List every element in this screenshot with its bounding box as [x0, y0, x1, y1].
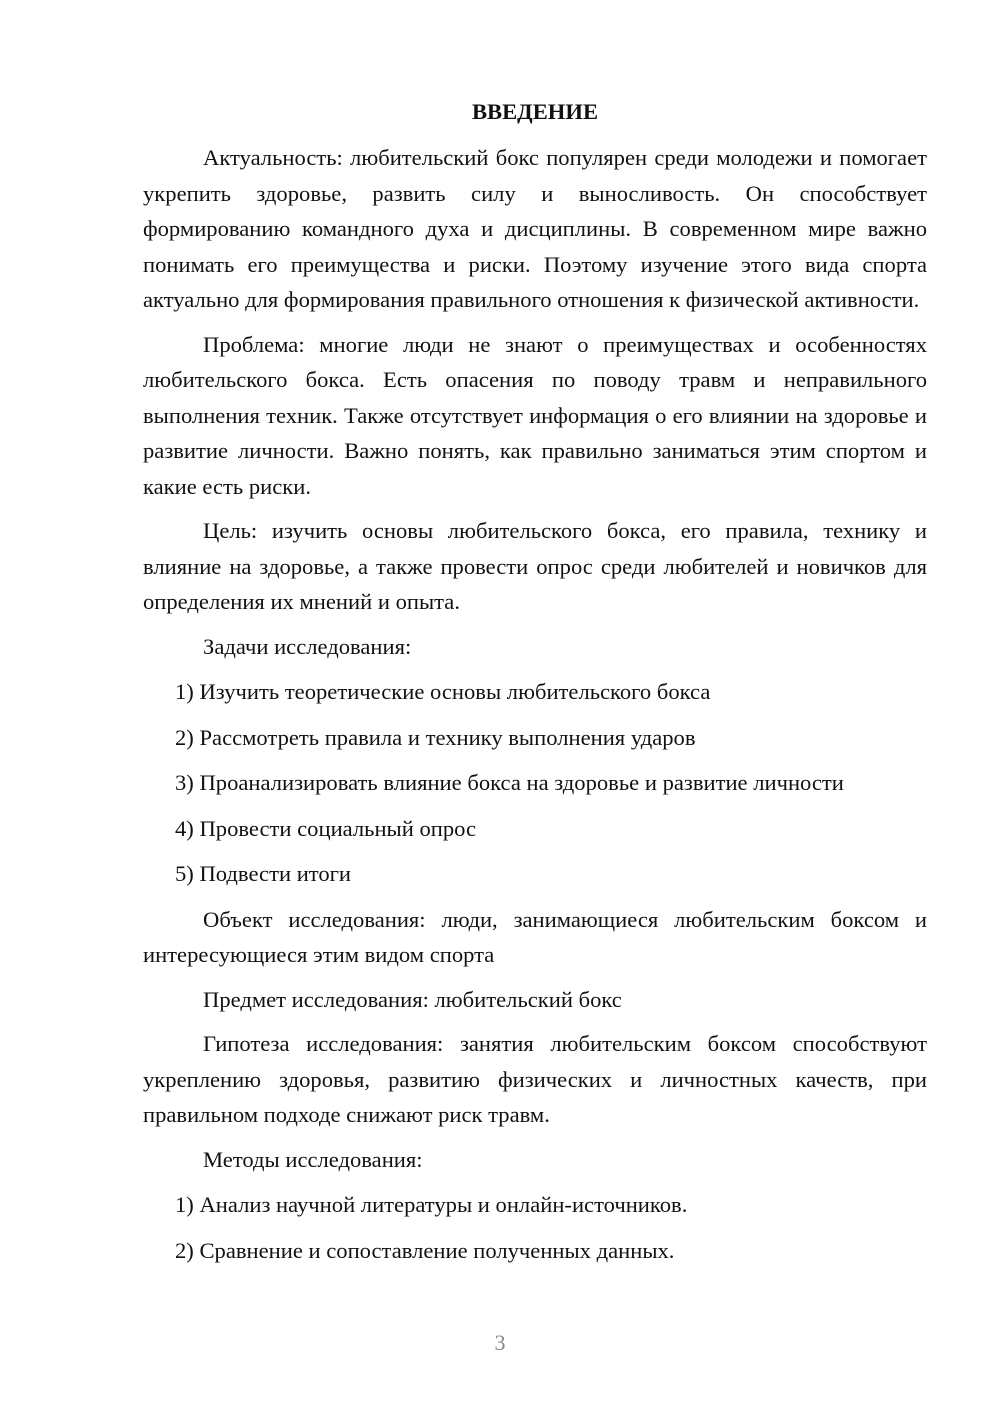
page-content [143, 92, 927, 1278]
goal-paragraph: Цель: изучить основы любительского бокса, его правила, технику и влияние на здоровье, а также провести опрос среди любителей и новичков для определения их мнений и опыта. [143, 518, 927, 614]
methods-heading: Методы исследования: [203, 1146, 423, 1172]
page-number: 3 [494, 1330, 506, 1355]
list-item: 5) Подвести итоги [175, 861, 352, 886]
subject-paragraph: Предмет исследования: любительский бокс [203, 986, 622, 1012]
problem-paragraph: Проблема: многие люди не знают о преимуществах и особенностях любительского бокса. Есть опасения по поводу травм и неправильного выполнения техник. Также отсутствует информация о его влиянии на здоровье и развитие личности. Важно понять, как правильно заниматься этим спортом и какие есть риски. [143, 331, 927, 499]
tasks-list [143, 674, 927, 892]
relevance-paragraph: Актуальность: любительский бокс популярен среди молодежи и помогает укрепить здоровье, развить силу и выносливость. Он способствует формированию командного духа и дисциплины. В современном мире важно понимать его преимущества и риски. Поэтому изучение этого вида спорта актуально для формирования правильного отношения к физической активности. [143, 145, 927, 312]
list-item: 2) Сравнение и сопоставление полученных данных. [175, 1237, 675, 1263]
object-paragraph: Объект исследования: люди, занимающиеся любительским боксом и интересующиеся этим видом спорта [143, 906, 927, 967]
methods-list [143, 1187, 927, 1268]
list-item: 4) Провести социальный опрос [175, 815, 477, 841]
list-item: 3) Проанализировать влияние бокса на здоровье и развитие личности [175, 770, 844, 795]
list-item: 1) Изучить теоретические основы любительского бокса [175, 679, 711, 704]
list-item: 1) Анализ научной литературы и онлайн-источников. [175, 1192, 688, 1217]
tasks-heading: Задачи исследования: [203, 633, 412, 659]
section-title: ВВЕДЕНИЕ [471, 99, 599, 124]
list-item: 2) Рассмотреть правила и технику выполнения ударов [175, 724, 696, 750]
hypothesis-paragraph: Гипотеза исследования: занятия любительским боксом способствуют укреплению здоровья, развитию физических и личностных качеств, при правильном подходе снижают риск травм. [143, 1031, 927, 1127]
